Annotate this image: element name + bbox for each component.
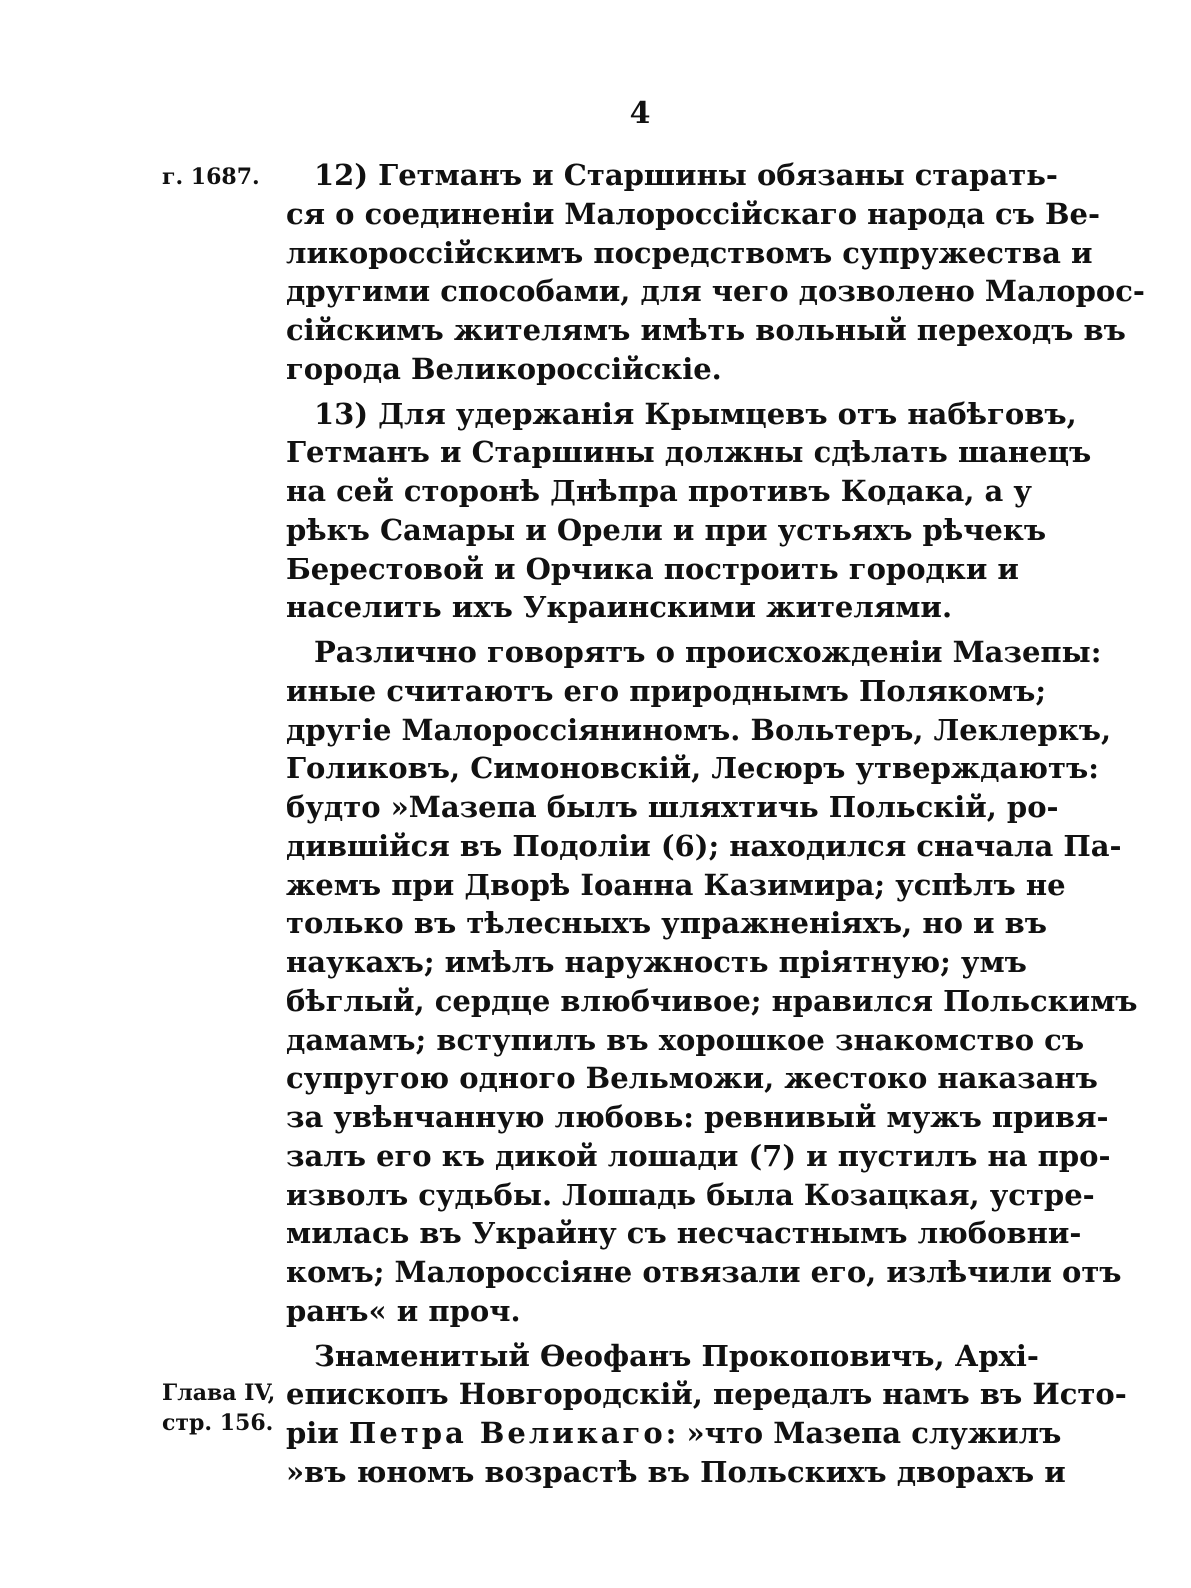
text-line: залъ его къ дикой лошади (7) и пустилъ на про-: [286, 1138, 1111, 1173]
body-text: [286, 156, 1145, 1492]
text-line: города Великороссійскіе.: [286, 351, 722, 386]
text-fragment: ріи: [286, 1416, 339, 1450]
text-line: комъ; Малороссіяне отвязали его, излѣчили отъ: [286, 1255, 1122, 1289]
paragraph: [286, 395, 1092, 628]
text-line: бѣглый, сердце влюбчивое; нравился Польскимъ: [286, 983, 1138, 1018]
text-line: сійскимъ жителямъ имѣть вольный переходъ въ: [286, 313, 1126, 347]
text-line: ликороссійскимъ посредствомъ супружества и: [286, 235, 1093, 270]
text-line: на сей сторонѣ Днѣпра противъ Кодака, а у: [286, 474, 1032, 508]
text-line: милась въ Украйну съ несчастнымъ любовни-: [286, 1216, 1082, 1251]
margin-note-chapter: [162, 1378, 276, 1438]
text-line: только въ тѣлесныхъ упражненіяхъ, но и въ: [286, 906, 1048, 941]
book-title: Петра Великаго: [348, 1416, 666, 1450]
text-line: изволъ судьбы. Лошадь была Козацкая, устре-: [286, 1177, 1095, 1212]
text-line: дамамъ; вступилъ въ хорошкое знакомство съ: [286, 1022, 1085, 1057]
text-line: ранъ« и проч.: [286, 1293, 521, 1328]
text-line: рѣкъ Самары и Орели и при устьяхъ рѣчекъ: [286, 512, 1047, 547]
text-line: [286, 1414, 1062, 1453]
text-line: будто »Мазепа былъ шляхтичь Польскій, ро-: [286, 790, 1059, 824]
text-line: Различно говорятъ о происхожденіи Мазепы:: [314, 635, 1102, 669]
text-line: 12) Гетманъ и Старшины обязаны старать-: [314, 158, 1058, 192]
text-line: жемъ при Дворѣ Іоанна Казимира; успѣлъ не: [286, 867, 1066, 902]
margin-note-year: г. 1687.: [162, 164, 260, 190]
text-line: другіе Малороссіяниномъ. Вольтеръ, Леклеркъ,: [286, 712, 1112, 747]
paragraph: [286, 1337, 1127, 1492]
text-line: дившійся въ Подоліи (6); находился сначала Па-: [286, 828, 1122, 863]
text-line: епископъ Новгородскій, передалъ намъ въ Исто-: [286, 1377, 1127, 1412]
text-line: иные считаютъ его природнымъ Полякомъ;: [286, 673, 1047, 708]
margin-note-page-line: стр. 156.: [162, 1410, 274, 1436]
text-line: »въ юномъ возрастѣ въ Польскихъ дворахъ и: [286, 1454, 1066, 1489]
paragraph: [286, 156, 1145, 389]
text-line: супругою одного Вельможи, жестоко наказанъ: [286, 1061, 1098, 1096]
text-fragment: : »что Мазепа служилъ: [665, 1416, 1062, 1450]
text-line: Знаменитый Ѳеофанъ Прокоповичъ, Архі-: [314, 1338, 1039, 1373]
page-number: 4: [629, 96, 651, 131]
text-line: Голиковъ, Симоновскій, Лесюръ утверждаютъ:: [286, 751, 1099, 786]
text-line: другими способами, для чего дозволено Малорос-: [286, 274, 1145, 309]
text-line: Берестовой и Орчика построить городки и: [286, 551, 1019, 586]
text-line: за увѣнчанную любовь: ревнивый мужъ привя-: [286, 1100, 1109, 1134]
text-line: ся о соединеніи Малороссійскаго народа съ Ве-: [286, 196, 1101, 231]
text-line: Гетманъ и Старшины должны сдѣлать шанецъ: [286, 435, 1092, 470]
text-line: 13) Для удержанія Крымцевъ отъ набѣговъ,: [314, 396, 1077, 431]
text-line: населить ихъ Украинскими жителями.: [286, 590, 953, 625]
text-line: наукахъ; имѣлъ наружность пріятную; умъ: [286, 945, 1027, 979]
paragraph: [286, 633, 1138, 1331]
margin-note-chapter-line: Глава IV,: [162, 1380, 276, 1406]
